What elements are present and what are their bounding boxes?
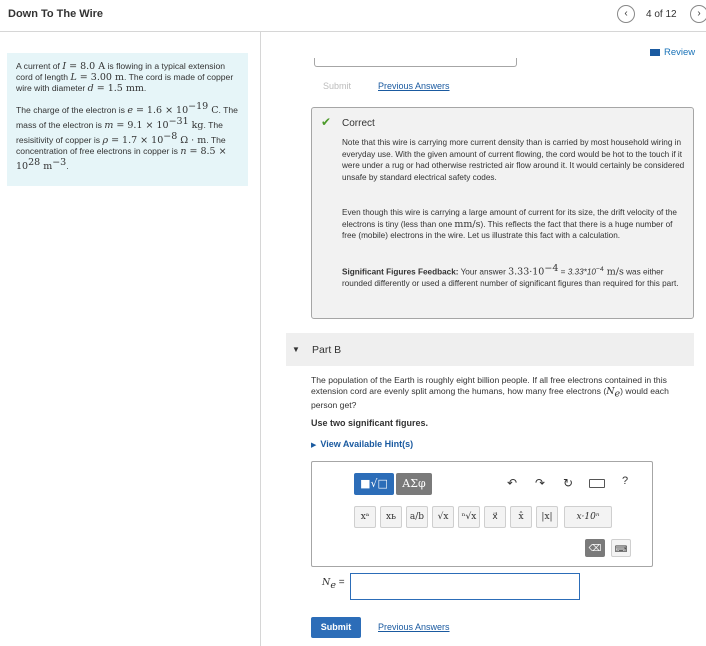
superscript-button[interactable]: xᵃ <box>354 506 376 528</box>
column-divider <box>260 32 261 646</box>
answer-input[interactable] <box>350 573 580 600</box>
sigfig-feedback: Significant Figures Feedback: Your answer $3.33\cdot 10^{-4} = 3.33*10^{-4}$ m/s was either rounded differently or used a different number of significant figures than required for this part. <box>342 263 679 289</box>
part-a-submit-button: Submit <box>322 81 351 91</box>
caret-right-icon: ▶ <box>311 442 317 449</box>
vector-button[interactable]: x⃗ <box>484 506 506 528</box>
feedback-paragraph-2: Even though this wire is carrying a large amount of current for its size, the drift velocity of the electrons is tiny (less than one mm/s). This reflects the fact that there is a huge number of free (mobile) electrons in the wire. Let us illustrate this fact with a calculation. <box>342 208 677 240</box>
part-b-header[interactable] <box>286 333 694 366</box>
top-header <box>0 0 706 32</box>
sig-fig-instruction: Use two significant figures. <box>311 418 429 428</box>
correct-status: Correct <box>342 118 375 129</box>
sci-notation-button[interactable]: x·10ⁿ <box>564 506 612 528</box>
feedback-paragraph-1: Note that this wire is carrying more current density than is carried by most household wiring in everyday use. With the given amount of current flowing, the cord would be hot to the touch if it were under a rug or had otherwise restricted air flow around it. It would certainly be considered unsafe by standard electrical safety codes. <box>342 138 685 182</box>
unit-vector-button[interactable]: x̂ <box>510 506 532 528</box>
undo-icon[interactable]: ↶ <box>507 476 518 490</box>
delete-icon[interactable]: ⌫ <box>585 539 605 557</box>
redo-icon[interactable]: ↷ <box>535 476 546 490</box>
keyboard-toggle-icon[interactable]: ⌨ <box>611 539 631 557</box>
problem-statement <box>7 53 248 186</box>
subscript-button[interactable]: xь <box>380 506 402 528</box>
review-icon <box>650 49 660 56</box>
part-b-question: The population of the Earth is roughly eight billion people. If all free electrons contained in this extension cord are evenly split among the humans, how many free electrons $(N_e)$ would each person get? <box>311 375 669 410</box>
chevron-right-icon[interactable]: › <box>690 5 706 23</box>
fraction-button[interactable]: a/b <box>406 506 428 528</box>
part-a-previous-answers-link[interactable]: Previous Answers <box>378 81 450 91</box>
math-editor <box>311 461 653 567</box>
help-icon[interactable]: ? <box>622 475 629 487</box>
greek-symbols-button[interactable]: ΑΣφ <box>396 473 432 495</box>
view-hints-link[interactable]: ▶ View Available Hint(s) <box>311 439 414 449</box>
caret-down-icon: ▼ <box>292 345 300 354</box>
part-b-title: Part B <box>312 344 342 356</box>
sqrt-button[interactable]: √x <box>432 506 454 528</box>
part-b-previous-answers-link[interactable]: Previous Answers <box>378 622 450 632</box>
problem-paragraph-2: The charge of the electron is $e = 1.6 \times 10^{-19}$ C. The mass of the electron is $m = 9.1 \times 10^{-31}$ kg. The resisitivity of copper is $\rho = 1.7 \times 10^{-8}$ Ω · m. The concentration of free electrons in copper is $n = 8.5 \times 10^{28}$ $m^{-3}$. <box>16 101 238 172</box>
nth-root-button[interactable]: ⁿ√x <box>458 506 480 528</box>
chevron-left-icon[interactable]: ‹ <box>617 5 635 23</box>
templates-button[interactable]: ■√□ <box>354 473 394 495</box>
keyboard-icon[interactable] <box>589 479 605 488</box>
abs-value-button[interactable]: |x| <box>536 506 558 528</box>
check-icon: ✔ <box>321 115 332 129</box>
page-indicator: 4 of 12 <box>646 9 677 20</box>
correct-feedback-panel <box>311 107 694 319</box>
answer-label: $N_e$ = <box>322 577 345 591</box>
part-b-submit-button[interactable]: Submit <box>311 617 361 638</box>
reset-icon[interactable]: ↻ <box>563 476 574 490</box>
review-link[interactable]: Review <box>650 47 695 58</box>
assignment-title: Down To The Wire <box>8 8 104 20</box>
problem-paragraph-1: A current of I = 8.0 A is flowing in a typical extension cord of length L = 3.00 m. The cord is made of copper wire with diameter d = 1.5 mm. <box>16 61 234 94</box>
part-a-answer-field <box>314 58 517 67</box>
